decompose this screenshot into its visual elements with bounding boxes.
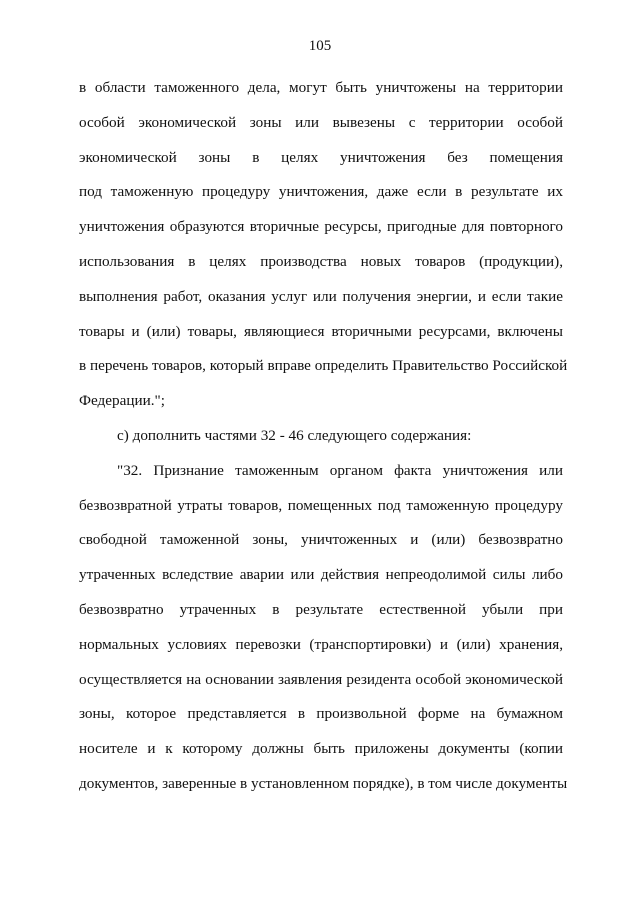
text-line: зоны, которое представляется в произвольной форме на бумажном (79, 705, 563, 723)
page-number: 105 (308, 38, 332, 54)
text-line: использования в целях производства новых товаров (продукции), (79, 252, 563, 270)
text-line: нормальных условиях перевозки (транспортировки) и (или) хранения, (79, 635, 563, 653)
text-line: безвозвратной утраты товаров, помещенных под таможенную процедуру (79, 496, 563, 514)
text-line: в области таможенного дела, могут быть уничтожены на территории (79, 79, 563, 96)
text-line: под таможенную процедуру уничтожения, даже если в результате их (79, 183, 563, 201)
text-line: безвозвратно утраченных в результате естественной убыли при (79, 600, 563, 618)
text-line: особой экономической зоны или вывезены с территории особой (79, 113, 563, 131)
text-line: свободной таможенной зоны, уничтоженных и (или) безвозвратно (79, 531, 563, 549)
text-line: утраченных вследствие аварии или действия непреодолимой силы либо (79, 566, 563, 584)
text-line: осуществляется на основании заявления резидента особой экономической (79, 670, 563, 688)
text-line: документов, заверенные в установленном порядке), в том числе документы (79, 774, 568, 792)
text-line: уничтожения образуются вторичные ресурсы, пригодные для повторного (79, 218, 563, 236)
text-line: экономической зоны в целях уничтожения без помещения (79, 148, 563, 166)
document-body (79, 71, 568, 802)
text-line: "32. Признание таможенным органом факта уничтожения или (117, 461, 563, 479)
text-line: выполнения работ, оказания услуг или получения энергии, и если такие (79, 287, 563, 305)
text-line: носителе и к которому должны быть приложены документы (копии (79, 740, 563, 758)
text-line: с) дополнить частями 32 - 46 следующего содержания: (117, 426, 472, 444)
text-line: товары и (или) товары, являющиеся вторичными ресурсами, включены (79, 322, 563, 340)
text-line: в перечень товаров, который вправе определить Правительство Российской (79, 357, 568, 375)
text-line: Федерации."; (79, 392, 165, 410)
